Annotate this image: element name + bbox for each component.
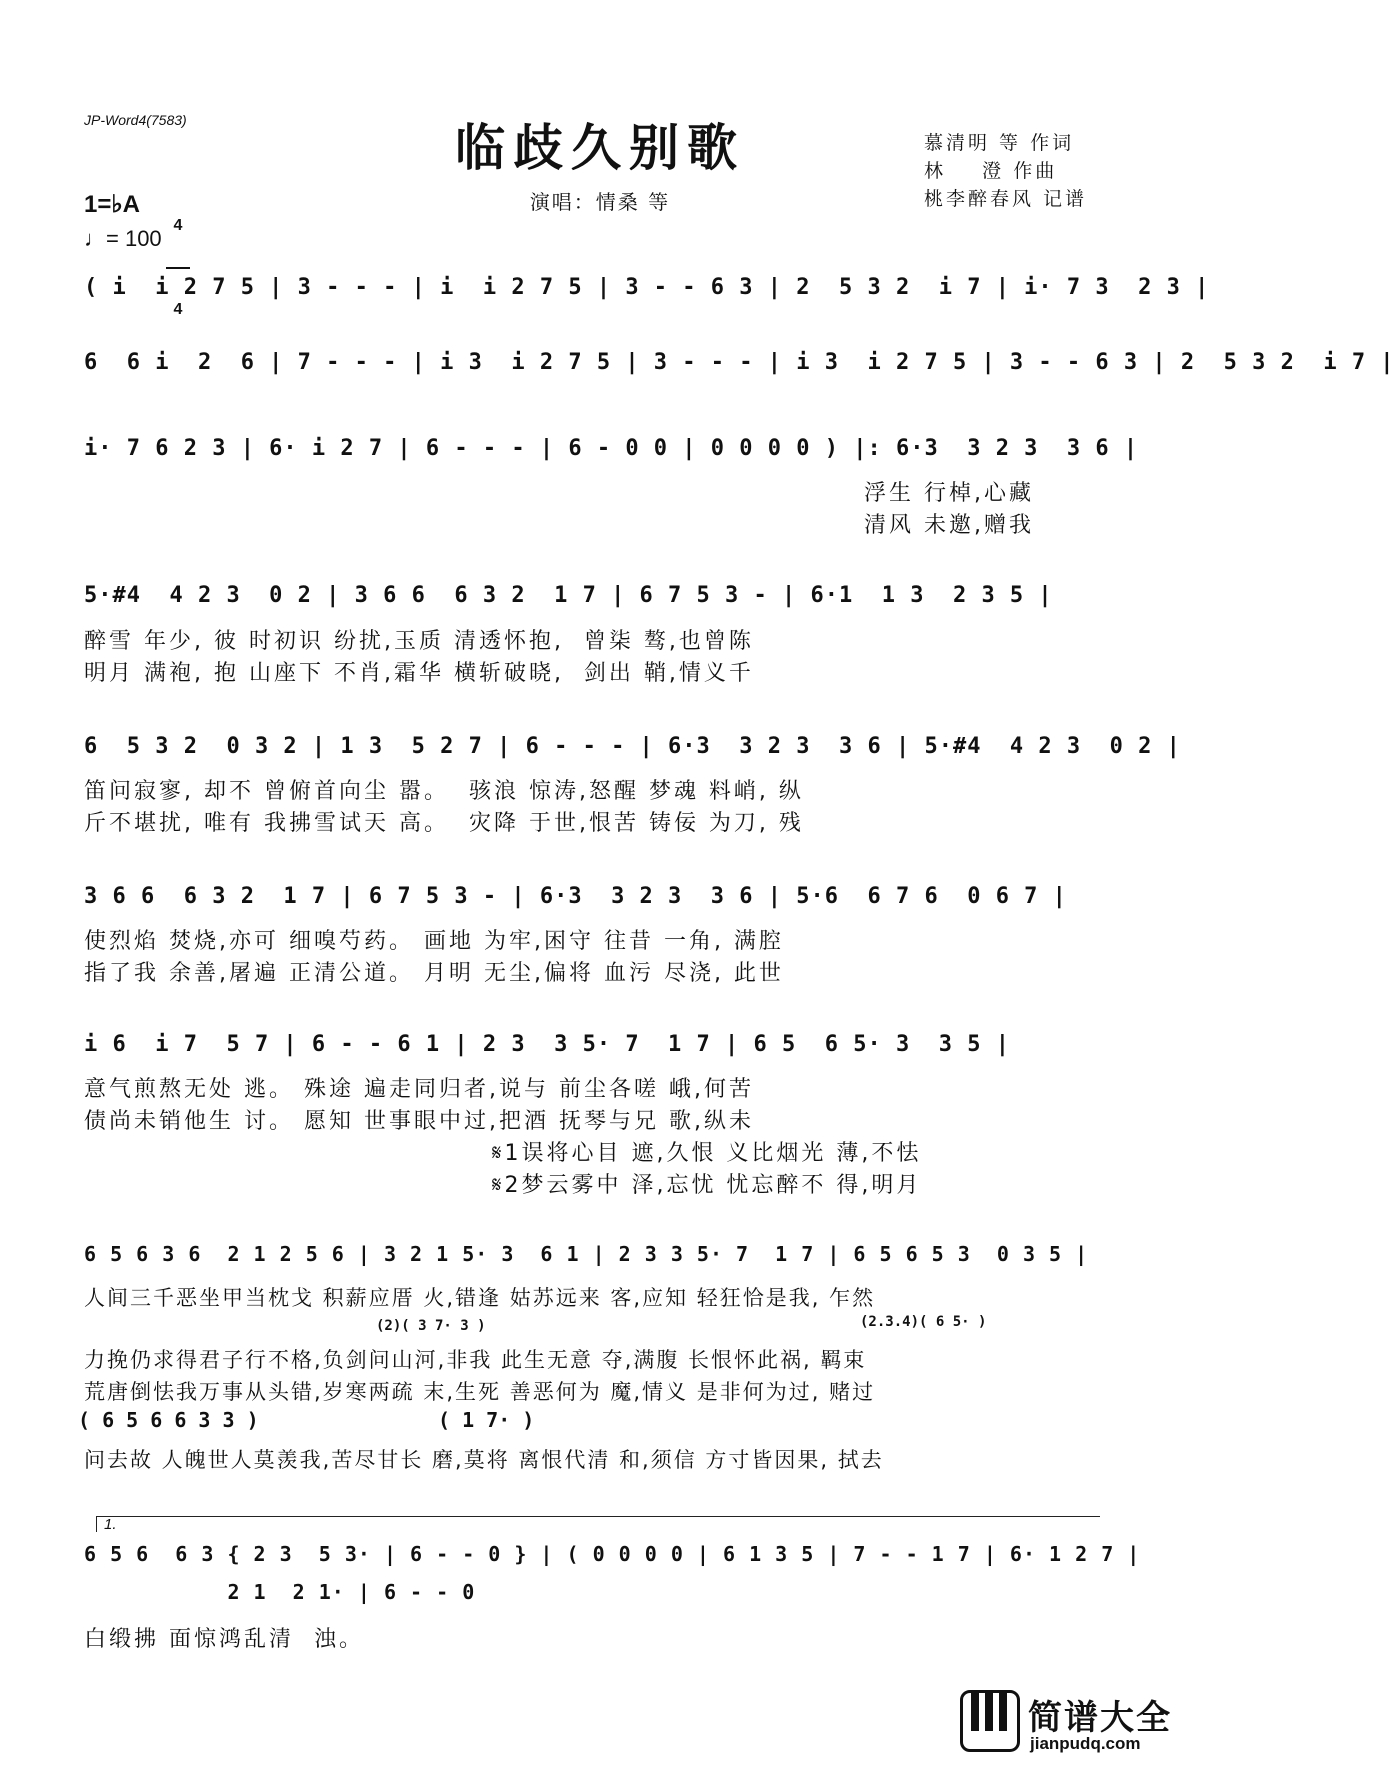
lyric-line-5-verse-1: 笛问寂寥, 却不 曾俯首向尘 嚣。 骇浪 惊涛,怒醒 梦魂 料峭, 纵	[84, 779, 804, 804]
lyric-line-7-verse-2: 债尚未销他生 讨。 愿知 世事眼中过,把酒 抚琴与兄 歌,纵未	[84, 1109, 754, 1134]
score-line-1: ( i i 2 7 5 | 3 - - - | i i 2 7 5 | 3 - - 6 3 | 2 5 3 2 i 7 | i· 7 3 2 3 |	[84, 275, 1210, 300]
site-logo	[960, 1690, 1180, 1760]
time-signature-bottom: 4	[173, 301, 183, 318]
software-watermark: JP-Word4(7583)	[84, 112, 187, 128]
lyric-line-4-verse-1: 醉雪 年少, 彼 时初识 纷扰,玉质 清透怀抱, 曾柒 骜,也曾陈	[84, 629, 754, 654]
time-signature-top: 4	[173, 217, 183, 234]
score-line-9-top: 6 5 6 6 3 { 2 3 5 3· | 6 - - 0 } | ( 0 0 0 0 | 6 1 3 5 | 7 - - 1 7 | 6· 1 2 7 |	[84, 1542, 1141, 1566]
alt-notes-656: ( 6 5 6 6 3 3 )	[78, 1408, 259, 1432]
score-line-2: 6 6 i 2 6 | 7 - - - | i 3 i 2 7 5 | 3 - - - | i 3 i 2 7 5 | 3 - - 6 3 | 2 5 3 2 i 7 |	[84, 350, 1395, 375]
lyric-line-8-verse-3: 荒唐倒怯我万事从头错,岁寒两疏 末,生死 善恶何为 魔,情义 是非何为过, 赌过	[84, 1380, 876, 1404]
lyric-line-9: 白缎拂 面惊鸿乱清 浊。	[84, 1627, 364, 1652]
first-ending-tick	[96, 1516, 97, 1532]
lyric-line-5-verse-2: 斤不堪扰, 唯有 我拂雪试天 高。 灾降 于世,恨苦 铸佞 为刀, 残	[84, 811, 804, 836]
transcriber-credit: 桃李醉春风 记谱	[924, 188, 1088, 210]
score-line-5: 6 5 3 2 0 3 2 | 1 3 5 2 7 | 6 - - - | 6·3 3 2 3 3 6 | 5·#4 4 2 3 0 2 |	[84, 734, 1181, 759]
composer-credit: 林 澄 作曲	[924, 160, 1058, 182]
time-signature	[166, 186, 190, 334]
lyric-line-8-verse-4: 问去故 人魄世人莫羡我,苦尽甘长 磨,莫将 离恨代清 和,须信 方寸皆因果, 拭去	[84, 1448, 884, 1472]
logo-url: jianpudq.com	[1030, 1734, 1141, 1753]
lyric-line-7-segno-2: 𝄋2梦云雾中 泽,忘忧 忧忘醉不 得,明月	[492, 1173, 922, 1198]
lyricist-credit: 慕清明 等 作词	[924, 132, 1075, 154]
score-line-8: 6 5 6 3 6 2 1 2 5 6 | 3 2 1 5· 3 6 1 | 2 3 3 5· 7 1 7 | 6 5 6 5 3 0 3 5 |	[84, 1242, 1089, 1266]
alt-notes-2: (2)( 3 7· 3 )	[376, 1318, 486, 1334]
singer-credit: 演唱：情桑 等	[529, 190, 671, 214]
score-line-6: 3 6 6 6 3 2 1 7 | 6 7 5 3 - | 6·3 3 2 3 3 6 | 5·6 6 7 6 0 6 7 |	[84, 884, 1067, 909]
song-title: 临歧久别歌	[455, 119, 745, 177]
first-ending-bracket	[96, 1516, 1100, 1517]
piano-icon	[960, 1690, 1020, 1752]
lyric-line-8-verse-2: 力挽仍求得君子行不格,负剑问山河,非我 此生无意 夺,满腹 长恨怀此祸, 羁束	[84, 1348, 867, 1372]
lyric-line-7-segno-1: 𝄋1误将心目 遮,久恨 义比烟光 薄,不怯	[492, 1141, 922, 1166]
lyric-line-4-verse-2: 明月 满袍, 抱 山座下 不肖,霜华 横斩破晓, 剑出 鞘,情义千	[84, 661, 754, 686]
logo-name: 简谱大全	[1028, 1698, 1172, 1738]
lyric-intro-verse-1: 浮生 行棹,心藏	[864, 481, 1034, 506]
lyric-line-6-verse-1: 使烈焰 焚烧,亦可 细嗅芍药。 画地 为牢,困守 往昔 一角, 满腔	[84, 929, 784, 954]
key-signature: 1=♭A	[84, 191, 141, 218]
score-line-9-bottom: 2 1 2 1· | 6 - - 0	[84, 1580, 476, 1604]
alt-notes-17: ( 1 7· )	[438, 1408, 535, 1432]
lyric-line-7-verse-1: 意气煎熬无处 逃。 殊途 遍走同归者,说与 前尘各嗟 峨,何苦	[84, 1077, 754, 1102]
lyric-line-8-verse-1: 人间三千恶坐甲当枕戈 积薪应厝 火,错逢 姑苏远来 客,应知 轻狂恰是我, 乍然	[84, 1286, 876, 1310]
score-line-4: 5·#4 4 2 3 0 2 | 3 6 6 6 3 2 1 7 | 6 7 5 3 - | 6·1 1 3 2 3 5 |	[84, 583, 1053, 608]
tempo-marking: ♩= 100	[84, 226, 162, 251]
lyric-intro-verse-2: 清风 未邀,赠我	[864, 513, 1034, 538]
alt-notes-234: (2.3.4)( 6 5· )	[860, 1314, 987, 1330]
score-line-3: i· 7 6 2 3 | 6· i 2 7 | 6 - - - | 6 - 0 0 | 0 0 0 0 ) |: 6·3 3 2 3 3 6 |	[84, 436, 1139, 461]
lyric-line-6-verse-2: 指了我 余善,屠遍 正清公道。 月明 无尘,偏将 血污 尽浇, 此世	[84, 961, 784, 986]
score-line-7: i 6 i 7 5 7 | 6 - - 6 1 | 2 3 3 5· 7 1 7 | 6 5 6 5· 3 3 5 |	[84, 1032, 1010, 1057]
first-ending-label: 1.	[104, 1516, 117, 1533]
